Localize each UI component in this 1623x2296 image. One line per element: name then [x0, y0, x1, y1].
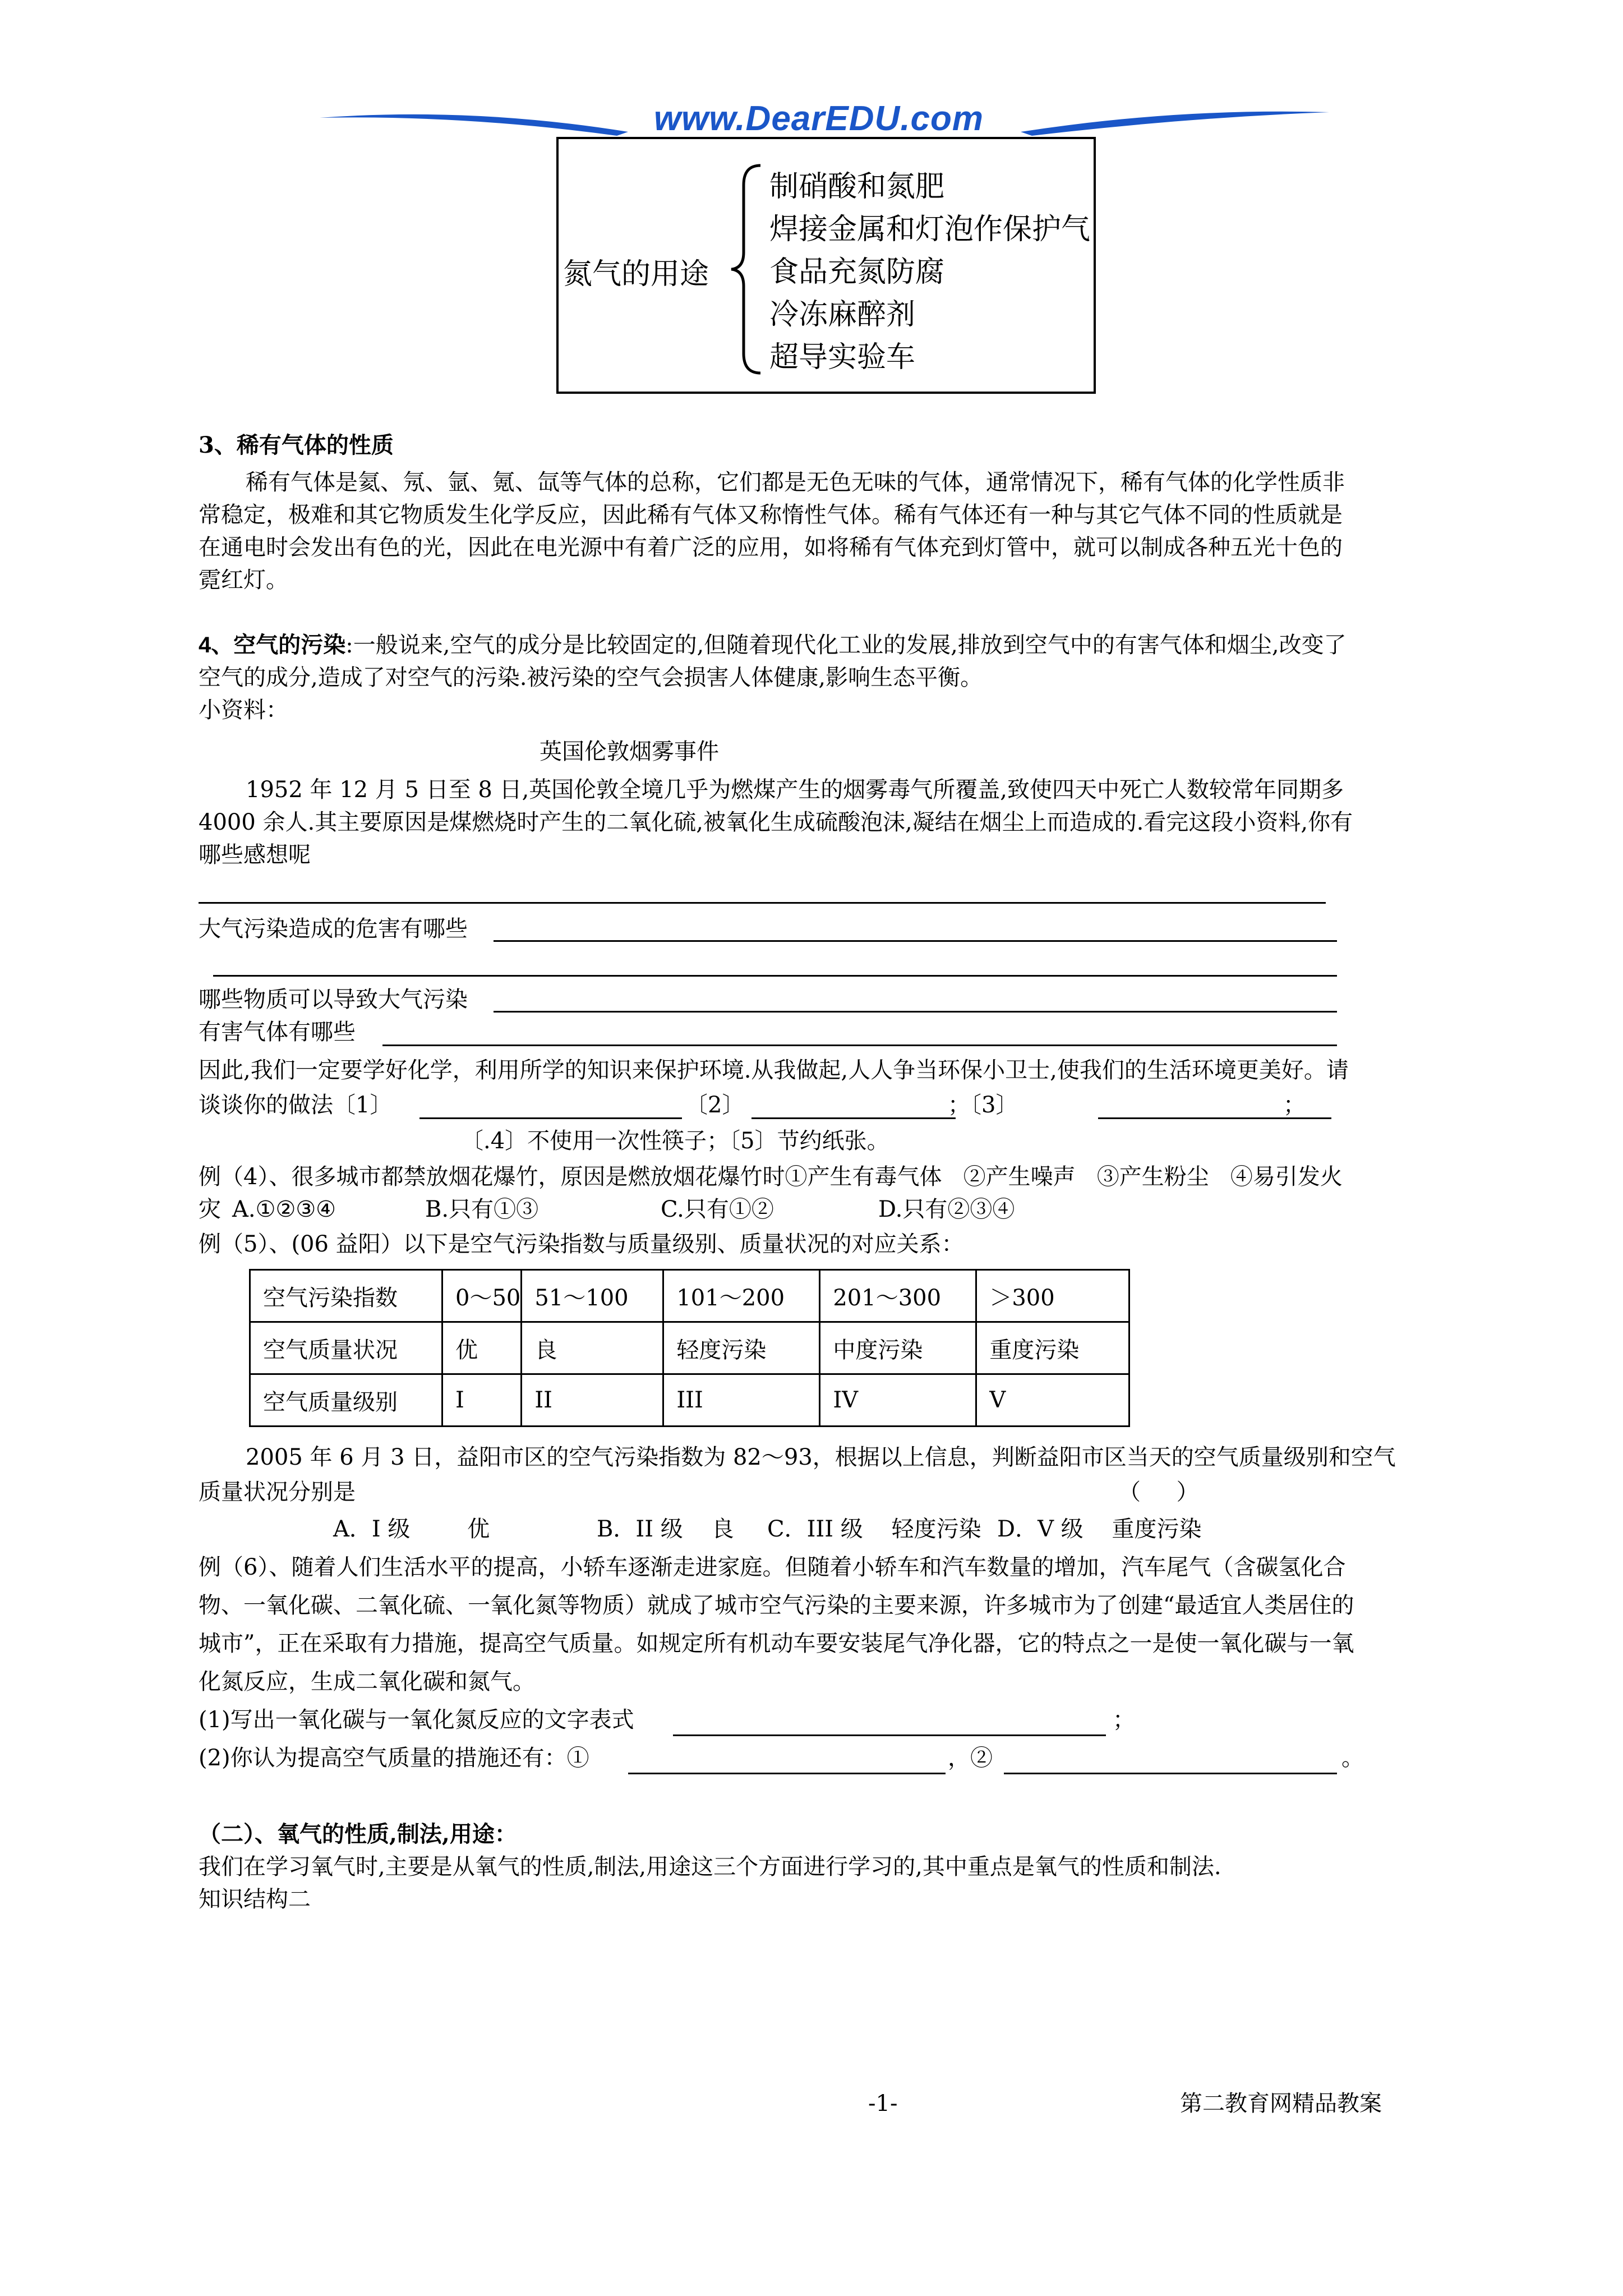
story-line: 4000 余人.其主要原因是煤燃烧时产生的二氧化硫,被氧化生成硫酸泡沫,凝结在烟尘上而造成的.看完这段小资料,你有 — [199, 809, 1353, 835]
practice-label-3: ；〔3〕 — [948, 1092, 1018, 1118]
answer-line[interactable] — [751, 1117, 956, 1119]
answer-line[interactable] — [213, 975, 1337, 977]
practice-line-1: 因此,我们一定要学好化学，利用所学的知识来保护环境.从我做起,人人争当环保小卫士,使我们的生活环境更美好。请 — [199, 1057, 1349, 1083]
practice-label-2: 〔2〕 — [685, 1092, 745, 1118]
table-row — [250, 1270, 1129, 1322]
example5-option-a[interactable]: A．I 级 优 — [333, 1516, 490, 1542]
example5-option-c[interactable]: C．III 级 轻度污染 — [767, 1516, 981, 1542]
table-cell: V — [976, 1374, 1129, 1427]
example6-line: 城市”，正在采取有力措施，提高空气质量。如规定所有机动车要安装尾气净化器，它的特点之一是使一氧化碳与一氧 — [199, 1631, 1354, 1657]
small-info-label: 小资料： — [199, 697, 288, 723]
nitrogen-use-item: 焊接金属和灯泡作保护气 — [769, 213, 1091, 246]
example5-intro: 例（5）、(06 益阳）以下是空气污染指数与质量级别、质量状况的对应关系： — [199, 1231, 964, 1257]
oxygen-heading: （二）、氧气的性质,制法,用途： — [199, 1821, 517, 1847]
answer-line[interactable] — [673, 1734, 1106, 1736]
answer-line[interactable] — [494, 1011, 1337, 1013]
question-harm: 大气污染造成的危害有哪些 — [199, 916, 468, 942]
nitrogen-use-item: 食品充氮防腐 — [769, 255, 945, 289]
table-cell: 空气质量状况 — [250, 1322, 442, 1374]
section3-heading: 3、稀有气体的性质 — [199, 432, 394, 458]
table-row — [250, 1374, 1129, 1427]
example4-question: 例（4）、很多城市都禁放烟花爆竹，原因是燃放烟花爆竹时①产生有毒气体 ②产生噪声 ③产生粉尘 ④易引发火 — [199, 1164, 1343, 1190]
example5-option-d[interactable]: D．V 级 重度污染 — [997, 1516, 1202, 1542]
section4-intro: :一般说来,空气的成分是比较固定的,但随着现代化工业的发展,排放到空气中的有害气体和烟尘,改变了 — [345, 632, 1347, 658]
table-cell: 轻度污染 — [663, 1322, 820, 1374]
table-cell: 中度污染 — [820, 1322, 976, 1374]
table-cell: 重度污染 — [976, 1322, 1129, 1374]
section3-paragraph-line: 霓红灯。 — [199, 567, 288, 593]
air-quality-table — [249, 1269, 1130, 1427]
curly-brace-icon — [727, 163, 766, 376]
section4-heading: 4、空气的污染 — [199, 633, 346, 657]
answer-line[interactable] — [382, 1045, 1337, 1046]
answer-line[interactable] — [199, 902, 1326, 904]
example6-line: 物、一氧化碳、二氧化硫、一氧化氮等物质）就成了城市空气污染的主要来源，许多城市为了创建“最适宜人类居住的 — [199, 1593, 1354, 1618]
answer-line[interactable] — [628, 1773, 946, 1774]
nitrogen-use-item: 冷冻麻醉剂 — [769, 298, 916, 332]
example4-option-a[interactable]: A.①②③④ — [232, 1197, 336, 1222]
table-cell: 良 — [522, 1322, 663, 1374]
section3-paragraph-line: 稀有气体是氦、氖、氩、氪、氙等气体的总称，它们都是无色无味的气体，通常情况下，稀有气体的化学性质非 — [246, 470, 1345, 495]
table-cell: 空气质量级别 — [250, 1374, 442, 1427]
practice-line-3: 〔.4〕不使用一次性筷子；〔5〕节约纸张。 — [461, 1128, 889, 1154]
answer-line[interactable] — [1004, 1773, 1337, 1774]
example6-q2: (2)你认为提高空气质量的措施还有：① — [199, 1745, 589, 1771]
section3-paragraph-line: 常稳定，极难和其它物质发生化学反应，因此稀有气体又称惰性气体。稀有气体还有一种与其它气体不同的性质就是 — [199, 502, 1343, 528]
example5-question: 2005 年 6 月 3 日，益阳市区的空气污染指数为 82～93，根据以上信息，判断益阳市区当天的空气质量级别和空气 — [246, 1444, 1396, 1470]
example6-line: 化氮反应，生成二氧化碳和氮气。 — [199, 1669, 535, 1695]
story-line: 哪些感想呢 — [199, 842, 311, 868]
example5-option-b[interactable]: B．II 级 良 — [597, 1516, 734, 1542]
story-title: 英国伦敦烟雾事件 — [540, 739, 719, 765]
table-cell: 101～200 — [663, 1270, 820, 1322]
answer-blank[interactable]: （ ） — [1118, 1479, 1199, 1505]
oxygen-intro: 我们在学习氧气时,主要是从氧气的性质,制法,用途这三个方面进行学习的,其中重点是氧气的性质和制法. — [199, 1854, 1221, 1880]
nitrogen-use-item: 超导实验车 — [769, 341, 916, 374]
example4-option-d[interactable]: D.只有②③④ — [878, 1197, 1015, 1222]
example6-q1-end: ； — [1113, 1707, 1135, 1733]
table-row — [250, 1322, 1129, 1374]
practice-end: ； — [1283, 1092, 1306, 1118]
question-gases: 有害气体有哪些 — [199, 1019, 356, 1045]
table-cell: I — [442, 1374, 522, 1427]
table-cell: III — [663, 1374, 820, 1427]
example6-q1: (1)写出一氧化碳与一氧化氮反应的文字表式 — [199, 1707, 634, 1733]
section4-line-1 — [199, 631, 1347, 660]
nitrogen-uses-label: 氮气的用途 — [563, 257, 709, 291]
table-cell: 201～300 — [820, 1270, 976, 1322]
question-substances: 哪些物质可以导致大气污染 — [199, 987, 468, 1013]
example6-line: 例（6）、随着人们生活水平的提高，小轿车逐渐走进家庭。但随着小轿车和汽车数量的增加，汽车尾气（含碳氢化合 — [199, 1554, 1346, 1580]
answer-line[interactable] — [419, 1117, 682, 1119]
example5-question-2: 质量状况分别是 — [199, 1479, 356, 1505]
table-cell: IV — [820, 1374, 976, 1427]
page-number: -1- — [868, 2091, 898, 2116]
answer-line[interactable] — [494, 940, 1337, 942]
table-cell: 空气污染指数 — [250, 1270, 442, 1322]
practice-label-1: 谈谈你的做法〔1〕 — [199, 1092, 393, 1118]
table-cell: 51～100 — [522, 1270, 663, 1322]
footer-source: 第二教育网精品教案 — [1180, 2091, 1382, 2116]
example4-option-c[interactable]: C.只有①② — [661, 1197, 774, 1222]
table-cell: II — [522, 1374, 663, 1427]
nitrogen-use-item: 制硝酸和氮肥 — [769, 170, 945, 204]
section3-paragraph-line: 在通电时会发出有色的光，因此在电光源中有着广泛的应用，如将稀有气体充到灯管中，就可以制成各种五光十色的 — [199, 535, 1343, 560]
section4-line-2: 空气的成分,造成了对空气的污染.被污染的空气会损害人体健康,影响生态平衡。 — [199, 665, 983, 691]
example4-option-b[interactable]: B.只有①③ — [425, 1197, 539, 1222]
example6-q2-mid: ，② — [948, 1745, 993, 1771]
logo-text: www.DearEDU.com — [653, 99, 984, 138]
knowledge-structure-label: 知识结构二 — [199, 1887, 311, 1912]
example6-q2-end: 。 — [1341, 1745, 1364, 1771]
table-cell: 0～50 — [442, 1270, 522, 1322]
table-cell: 优 — [442, 1322, 522, 1374]
example4-prefix: 灾 — [199, 1197, 228, 1222]
table-cell: ＞300 — [976, 1270, 1129, 1322]
story-line: 1952 年 12 月 5 日至 8 日,英国伦敦全境几乎为燃煤产生的烟雾毒气所覆盖,致使四天中死亡人数较常年同期多 — [246, 777, 1344, 803]
